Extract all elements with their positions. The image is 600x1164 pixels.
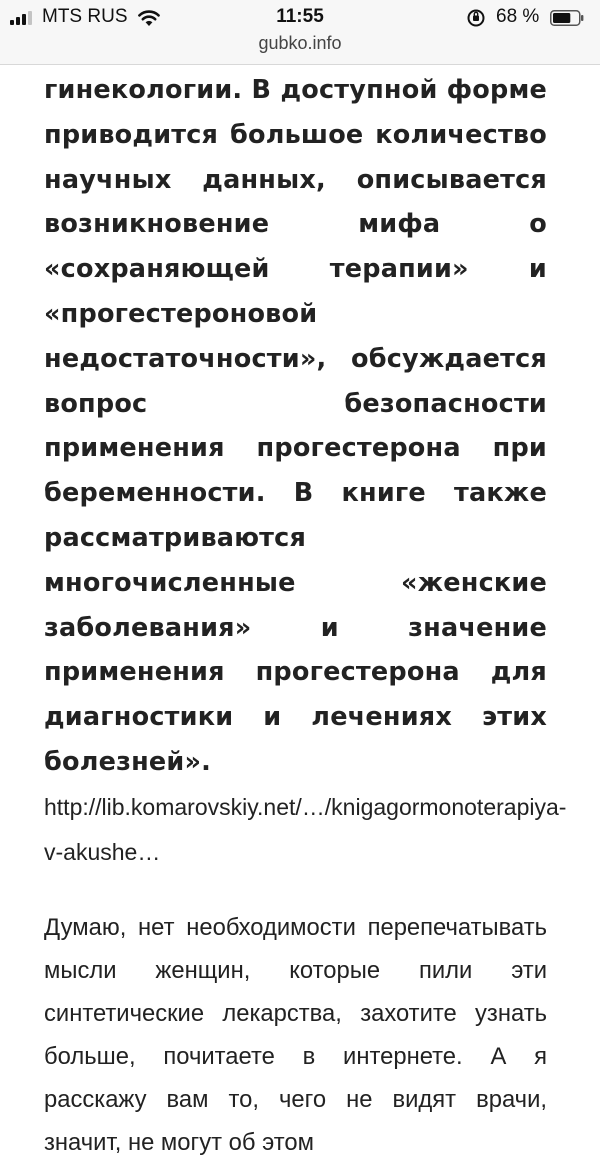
article-content xyxy=(44,68,567,1164)
status-bar xyxy=(0,0,600,34)
address-bar-url[interactable]: gubko.info xyxy=(258,33,342,53)
browser-chrome xyxy=(0,0,600,65)
orientation-lock-icon xyxy=(466,8,486,28)
carrier-name: MTS RUS xyxy=(42,6,128,27)
clock: 11:55 xyxy=(276,6,324,27)
battery-icon xyxy=(550,10,584,26)
article-paragraph-bold xyxy=(44,68,567,874)
sentence-period: . xyxy=(201,746,212,777)
bold-description-text: гинекологии. В доступной форме приводится большое количество научных данных, описывается возникновение мифа о «сохраняющей терапии» и «прогестероновой недостаточности», обсуждается вопрос безопасности применения прогестерона при беременности. В книге также рассматриваются многочисленные «женские заболевания» и значение применения прогестерона для диагностики и лечениях этих болезней» xyxy=(44,75,547,777)
article-paragraph: Думаю, нет необходимости перепечатывать мысли женщин, которые пили эти синтетические лекарства, захотите узнать больше, почитаете в интернете. А я расскажу вам то, чего не видят врачи, значит, не могут об этом xyxy=(44,914,547,1157)
source-link[interactable]: http://lib.komarovskiy.net/…/knigagormonoterapiya-v-akushe… xyxy=(44,793,567,865)
battery-percentage: 68 % xyxy=(496,6,540,27)
